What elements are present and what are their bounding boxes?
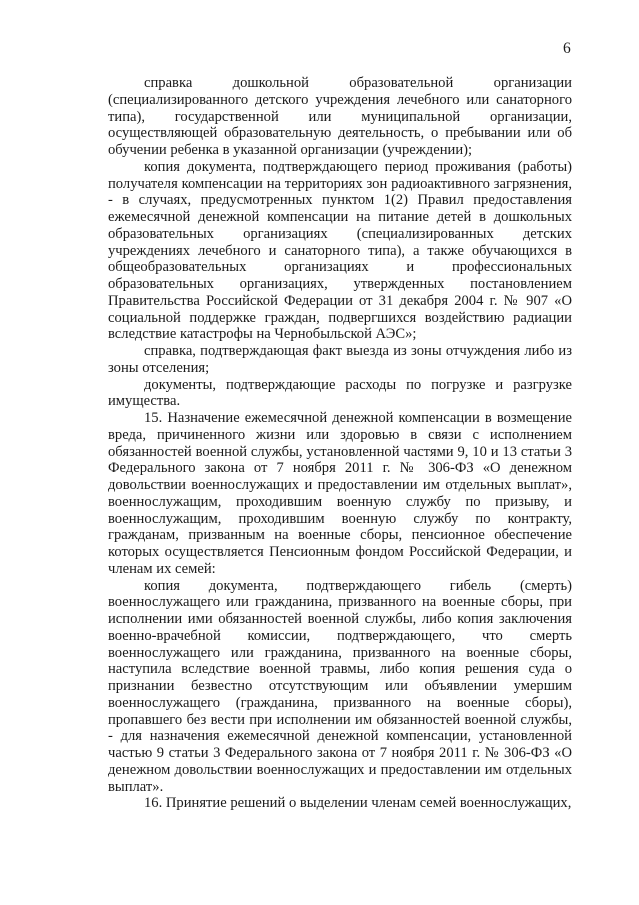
paragraph-preschool-certificate: справка дошкольной образовательной организации (специализированного детского учреждения лечебного или санаторного типа), государственной или муниципальной организации, осуществляющей образовательную деятельность, о пребывании или об обучении ребенка в указанной организации (учреждении); <box>108 75 572 158</box>
paragraph-death-document: копия документа, подтверждающего гибель (смерть) военнослужащего или гражданина, призванного на военные сборы, при исполнении ими обязанностей военной службы, либо копия заключения военно-врачебной комиссии, подтверждающего, что смерть военнослужащего или гражданина, призванного на военные сборы, наступила вследствие военной травмы, либо копия решения суда о признании безвестно отсутствующим или объявлении умершим военнослужащего (гражданина, призванного на военные сборы), пропавшего без вести при исполнении им обязанностей военной службы, - для назначения ежемесячной денежной компенсации, установленной частью 9 статьи 3 Федерального закона от 7 ноября 2011 г. № 306-ФЗ «О денежном довольствии военнослужащих и предоставлении им отдельных выплат». <box>108 577 572 795</box>
paragraph-moving-expenses: документы, подтверждающие расходы по погрузке и разгрузке имущества. <box>108 376 572 410</box>
paragraph-departure-certificate: справка, подтверждающая факт выезда из зоны отчуждения либо из зоны отселения; <box>108 343 572 376</box>
paragraph-item-16: 16. Принятие решений о выделении членам семей военнослужащих, <box>144 795 572 812</box>
paragraph-item-15: 15. Назначение ежемесячной денежной компенсации в возмещение вреда, причиненного жизни или здоровью в связи с исполнением обязанностей военной службы, установленной частями 9, 10 и 13 статьи 3 Федерального закона от 7 ноября 2011 г. № 306-ФЗ «О денежном довольствии военнослужащих и предоставлении им отдельных выплат», военнослужащим, проходившим военную службу по призыву, и военнослужащим, проходившим военную службу по контракту, гражданам, призванным на военные сборы, пенсионное обеспечение которых осуществляется Пенсионным фондом Российской Федерации, и членам их семей: <box>108 410 572 577</box>
document-body <box>108 75 572 812</box>
page-number: 6 <box>563 40 571 57</box>
paragraph-residence-document: копия документа, подтверждающего период проживания (работы) получателя компенсации на территориях зон радиоактивного загрязнения, - в случаях, предусмотренных пунктом 1(2) Правил предоставления ежемесячной денежной компенсации на питание детей в дошкольных образовательных организациях (специализированных детских учреждениях лечебного и санаторного типа), а также обучающихся в общеобразовательных организациях и профессиональных образовательных организациях, утвержденных постановлением Правительства Российской Федерации от 31 декабря 2004 г. № 907 «О социальной поддержке граждан, подвергшихся воздействию радиации вследствие катастрофы на Чернобыльской АЭС»; <box>108 158 572 343</box>
